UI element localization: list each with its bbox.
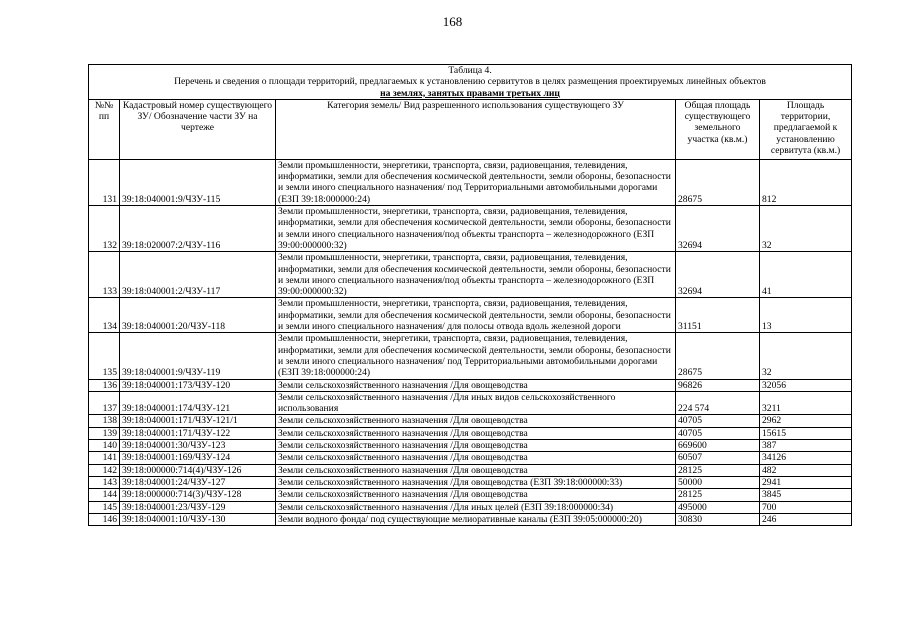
row-number: 139 [89,427,120,439]
row-number: 132 [89,206,120,252]
cadastral-number: 39:18:040001:9/ЧЗУ-119 [120,333,276,379]
table-row [89,298,852,333]
header-number: №№ пп [89,99,120,159]
total-area: 224 574 [676,391,760,415]
servitude-table [88,64,852,526]
row-number: 133 [89,252,120,298]
cadastral-number: 39:18:040001:171/ЧЗУ-121/1 [120,415,276,427]
header-cadastral: Кадастровый номер существующего ЗУ/ Обозначение части ЗУ на чертеже [120,99,276,159]
table-caption [89,65,852,100]
table-row [89,252,852,298]
table-row [89,452,852,464]
row-number: 145 [89,501,120,513]
land-category: Земли сельскохозяйственного назначения /Для овощеводства [276,489,676,501]
cadastral-number: 39:18:040001:9/ЧЗУ-115 [120,159,276,205]
table-row [89,415,852,427]
table-title: Таблица 4. [448,65,492,76]
cadastral-number: 39:18:000000:714(4)/ЧЗУ-126 [120,464,276,476]
header-category: Категория земель/ Вид разрешенного использования существующего ЗУ [276,99,676,159]
row-number: 141 [89,452,120,464]
servitude-area: 2962 [760,415,852,427]
servitude-area: 41 [760,252,852,298]
row-number: 134 [89,298,120,333]
cadastral-number: 39:18:040001:174/ЧЗУ-121 [120,391,276,415]
servitude-area: 13 [760,298,852,333]
land-category: Земли сельскохозяйственного назначения /Для овощеводства [276,427,676,439]
land-category: Земли промышленности, энергетики, транспорта, связи, радиовещания, телевидения, информатики, земли для обеспечения космической деятельности, земли обороны, безопасности и земли иного специального назначения/под объекты транспорта – железнодорожного (ЕЗП 39:00:000000:32) [276,252,676,298]
row-number: 140 [89,440,120,452]
servitude-area: 812 [760,159,852,205]
land-category: Земли сельскохозяйственного назначения /Для иных целей (ЕЗП 39:18:000000:34) [276,501,676,513]
total-area: 28125 [676,489,760,501]
land-category: Земли сельскохозяйственного назначения /Для овощеводства [276,452,676,464]
row-number: 137 [89,391,120,415]
table-body [89,159,852,525]
land-category: Земли сельскохозяйственного назначения /Для овощеводства [276,379,676,391]
table-row [89,379,852,391]
table-row [89,427,852,439]
land-category: Земли водного фонда/ под существующие мелиоративные каналы (ЕЗП 39:05:000000:20) [276,513,676,525]
land-category: Земли промышленности, энергетики, транспорта, связи, радиовещания, телевидения, информатики, земли для обеспечения космической деятельности, земли обороны, безопасности и земли иного специального назначения/ под Территориальными автомобильными дорогами (ЕЗП 39:18:000000:24) [276,159,676,205]
row-number: 146 [89,513,120,525]
land-category: Земли сельскохозяйственного назначения /Для овощеводства [276,464,676,476]
land-category: Земли сельскохозяйственного назначения /Для овощеводства [276,440,676,452]
header-servitude-area: Площадь территории, предлагаемой к установлению сервитута (кв.м.) [760,99,852,159]
land-category: Земли промышленности, энергетики, транспорта, связи, радиовещания, телевидения, информатики, земли для обеспечения космической деятельности, земли обороны, безопасности и земли иного специального назначения/ под Территориальными автомобильными дорогами (ЕЗП 39:18:000000:24) [276,333,676,379]
table-row [89,476,852,488]
servitude-area: 387 [760,440,852,452]
table-row [89,159,852,205]
table-row [89,513,852,525]
table-row [89,464,852,476]
row-number: 131 [89,159,120,205]
cadastral-number: 39:18:040001:20/ЧЗУ-118 [120,298,276,333]
row-number: 135 [89,333,120,379]
servitude-area: 482 [760,464,852,476]
total-area: 32694 [676,206,760,252]
total-area: 28675 [676,333,760,379]
table-row [89,391,852,415]
servitude-area: 32 [760,333,852,379]
row-number: 144 [89,489,120,501]
total-area: 96826 [676,379,760,391]
cadastral-number: 39:18:040001:30/ЧЗУ-123 [120,440,276,452]
row-number: 138 [89,415,120,427]
cadastral-number: 39:18:040001:23/ЧЗУ-129 [120,501,276,513]
table-row [89,440,852,452]
land-category: Земли сельскохозяйственного назначения /Для иных видов сельскохозяйственного использования [276,391,676,415]
servitude-area: 700 [760,501,852,513]
total-area: 40705 [676,415,760,427]
land-category: Земли сельскохозяйственного назначения /Для овощеводства (ЕЗП 39:18:000000:33) [276,476,676,488]
servitude-area: 246 [760,513,852,525]
land-category: Земли промышленности, энергетики, транспорта, связи, радиовещания, телевидения, информатики, земли для обеспечения космической деятельности, земли обороны, безопасности и земли иного специального назначения/ для полосы отвода вдоль железной дороги [276,298,676,333]
servitude-area: 15615 [760,427,852,439]
page-number: 168 [442,14,463,29]
cadastral-number: 39:18:040001:24/ЧЗУ-127 [120,476,276,488]
row-number: 143 [89,476,120,488]
cadastral-number: 39:18:000000:714(3)/ЧЗУ-128 [120,489,276,501]
total-area: 28675 [676,159,760,205]
table-row [89,333,852,379]
cadastral-number: 39:18:040001:10/ЧЗУ-130 [120,513,276,525]
total-area: 28125 [676,464,760,476]
land-category: Земли промышленности, энергетики, транспорта, связи, радиовещания, телевидения, информатики, земли для обеспечения космической деятельности, земли обороны, безопасности и земли иного специального назначения/под объекты транспорта – железнодорожного (ЕЗП 39:00:000000:32) [276,206,676,252]
table-row [89,501,852,513]
row-number: 142 [89,464,120,476]
total-area: 31151 [676,298,760,333]
servitude-area: 34126 [760,452,852,464]
servitude-area: 3211 [760,391,852,415]
row-number: 136 [89,379,120,391]
table-description: Перечень и сведения о площади территорий, предлагаемых к установлению сервитутов в целях размещения проектируемых линейных объектов [174,76,766,88]
table-subtitle: на землях, занятых правами третьих лиц [380,87,560,99]
cadastral-number: 39:18:040001:173/ЧЗУ-120 [120,379,276,391]
table-caption-row [89,65,852,100]
servitude-area: 3845 [760,489,852,501]
total-area: 60507 [676,452,760,464]
servitude-area: 32056 [760,379,852,391]
total-area: 669600 [676,440,760,452]
servitude-area: 32 [760,206,852,252]
table-row [89,489,852,501]
total-area: 40705 [676,427,760,439]
cadastral-number: 39:18:040001:2/ЧЗУ-117 [120,252,276,298]
header-total-area: Общая площадь существующего земельного участка (кв.м.) [676,99,760,159]
table-row [89,206,852,252]
land-category: Земли сельскохозяйственного назначения /Для овощеводства [276,415,676,427]
cadastral-number: 39:18:040001:169/ЧЗУ-124 [120,452,276,464]
table-header-row [89,99,852,159]
servitude-area: 2941 [760,476,852,488]
total-area: 32694 [676,252,760,298]
cadastral-number: 39:18:040001:171/ЧЗУ-122 [120,427,276,439]
total-area: 495000 [676,501,760,513]
total-area: 30830 [676,513,760,525]
cadastral-number: 39:18:020007:2/ЧЗУ-116 [120,206,276,252]
total-area: 50000 [676,476,760,488]
